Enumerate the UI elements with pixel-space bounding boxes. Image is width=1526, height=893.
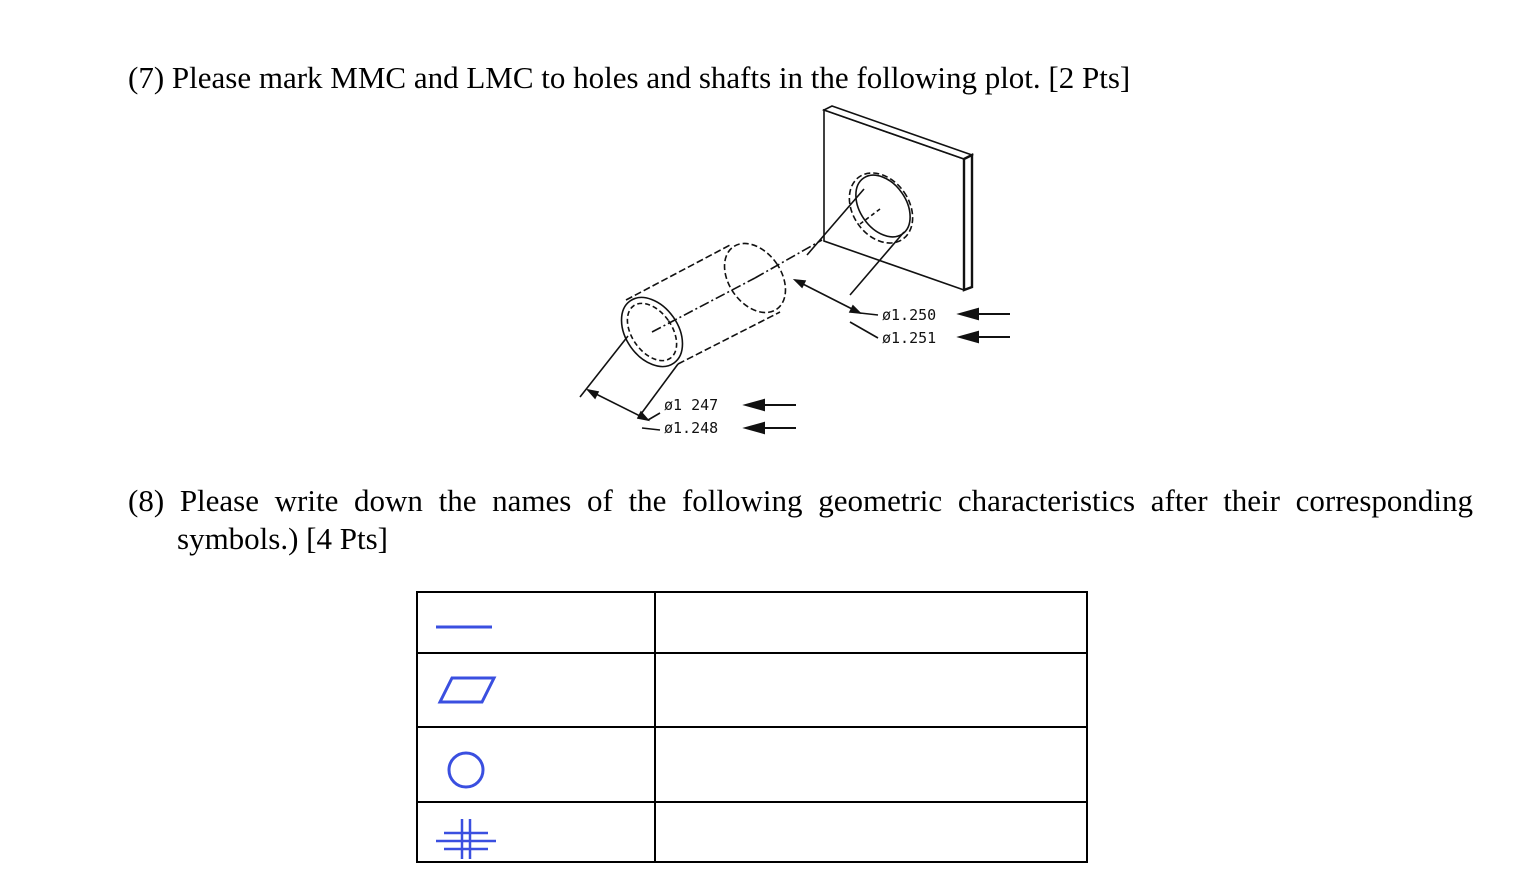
table-row xyxy=(417,727,1087,802)
q8-word: (8) xyxy=(128,483,165,518)
q8-word: Please xyxy=(179,483,260,518)
table-row xyxy=(417,653,1087,727)
shaft-dimension-lines xyxy=(580,336,678,430)
symmetry-icon xyxy=(430,803,500,861)
q8-word: geometric xyxy=(818,483,943,518)
answer-cell[interactable] xyxy=(655,727,1087,802)
flatness-icon xyxy=(430,654,500,726)
q8-word: corresponding xyxy=(1295,483,1473,518)
arrow-shaft-lower xyxy=(746,423,796,433)
q8-word: characteristics xyxy=(957,483,1136,518)
question-8-line-1 xyxy=(128,482,1473,520)
answer-cell[interactable] xyxy=(655,802,1087,862)
answer-cell[interactable] xyxy=(655,592,1087,653)
straightness-icon xyxy=(430,593,500,652)
hole-dim-lower: ø1.251 xyxy=(882,329,937,347)
block-with-hole xyxy=(807,106,972,295)
arrow-hole-upper xyxy=(960,309,1010,319)
question-8-line-2: symbols.) [4 Pts] xyxy=(177,521,388,556)
q8-word: write xyxy=(274,483,339,518)
table-row xyxy=(417,592,1087,653)
hole-dim-upper: ø1.250 xyxy=(882,306,937,324)
symbol-cell xyxy=(417,802,655,862)
q8-word: after xyxy=(1150,483,1208,518)
q8-word: the xyxy=(628,483,667,518)
symbol-cell xyxy=(417,592,655,653)
shaft-dim-lower: ø1.248 xyxy=(664,419,719,437)
table-row xyxy=(417,802,1087,862)
q8-word: following xyxy=(681,483,803,518)
q8-word: the xyxy=(438,483,477,518)
hole-dimension-lines xyxy=(795,280,878,338)
shaft-hole-drawing xyxy=(560,100,1030,450)
q8-word: down xyxy=(354,483,423,518)
answer-cell[interactable] xyxy=(655,653,1087,727)
arrow-shaft-upper xyxy=(746,400,796,410)
symbol-cell xyxy=(417,727,655,802)
question-8-prompt xyxy=(128,482,1473,558)
symbol-cell xyxy=(417,653,655,727)
question-7-prompt: (7) Please mark MMC and LMC to holes and shafts in the following plot. [2 Pts] xyxy=(128,60,1131,95)
shaft-cylinder xyxy=(609,232,822,378)
q8-word: names xyxy=(492,483,572,518)
q8-word: of xyxy=(586,483,613,518)
shaft-dim-upper: ø1 247 xyxy=(664,396,719,414)
circularity-icon xyxy=(430,728,500,801)
symbols-table xyxy=(416,591,1088,863)
q8-word: their xyxy=(1223,483,1280,518)
arrow-hole-lower xyxy=(960,332,1010,342)
